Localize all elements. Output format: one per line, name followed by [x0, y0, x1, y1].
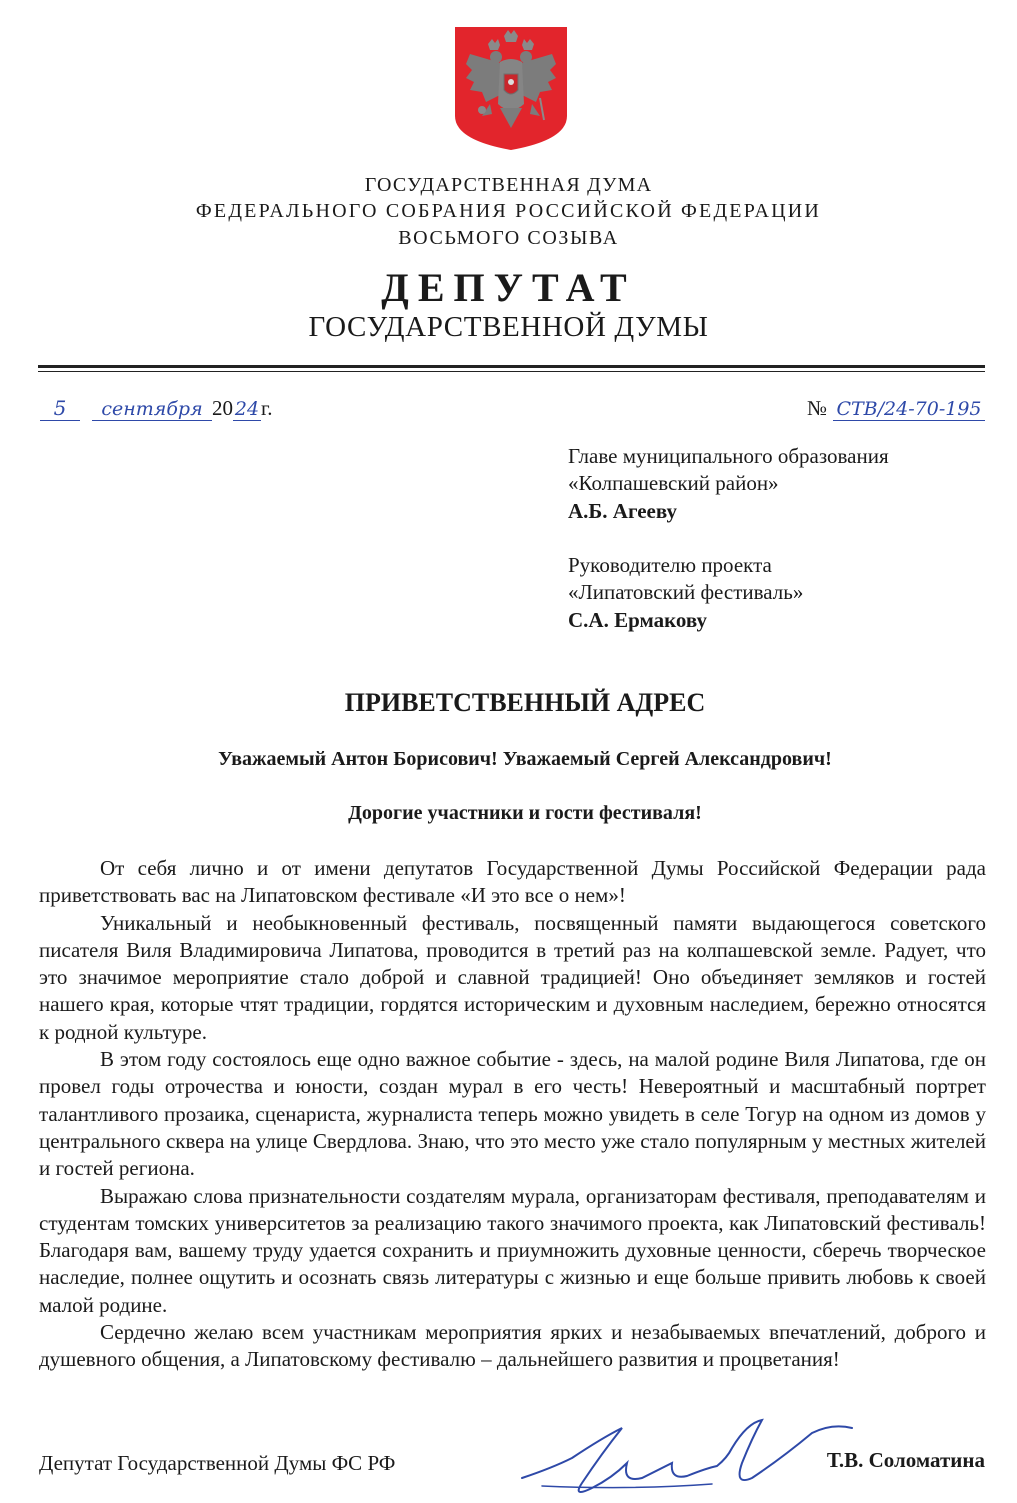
handwritten-signature-icon: [512, 1408, 862, 1503]
header-line-convocation: ВОСЬМОГО СОЗЫВА: [398, 227, 619, 249]
signatory-name: Т.В. Соломатина: [826, 1448, 985, 1472]
addressee-1-organization: «Колпашевский район»: [568, 471, 779, 495]
addressee-2-name: С.А. Ермакову: [568, 608, 708, 632]
header-line-duma: ГОСУДАРСТВЕННАЯ ДУМА: [364, 174, 653, 196]
date-year-mark: г.: [261, 396, 273, 420]
document-date: [40, 396, 273, 421]
header-line-federal-assembly: ФЕДЕРАЛЬНОГО СОБРАНИЯ РОССИЙСКОЙ ФЕДЕРАЦИИ: [195, 200, 822, 222]
date-month: сентября: [92, 398, 212, 421]
header-deputy-title: ДЕПУТАТ: [381, 265, 636, 310]
addressee-1-position: Главе муниципального образования: [568, 444, 889, 468]
date-year-suffix: 24: [234, 398, 260, 420]
signatory-role: Депутат Государственной Думы ФС РФ: [39, 1451, 396, 1475]
header-state-duma: ГОСУДАРСТВЕННОЙ ДУМЫ: [308, 311, 709, 343]
addressee-2-organization: «Липатовский фестиваль»: [568, 580, 804, 604]
body-paragraph: Сердечно желаю всем участникам мероприятия ярких и незабываемых впечатлений, доброго и душевного общения, а Липатовскому фестивалю – дальнейшего развития и процветания!: [39, 1320, 986, 1372]
addressee-2-position: Руководителю проекта: [568, 553, 772, 577]
salutation-participants: Дорогие участники и гости фестиваля!: [348, 802, 702, 824]
date-day: 5: [40, 396, 80, 421]
number-label: №: [806, 396, 827, 420]
header-divider-thin: [38, 371, 985, 372]
header-divider-thick: [38, 365, 985, 368]
body-paragraph: В этом году состоялось еще одно важное событие - здесь, на малой родине Виля Липатова, где он провел годы отрочества и юности, создан мурал в его честь! Невероятный и масштабный портрет талантливого прозаика, сценариста, журналиста теперь можно увидеть в селе Тогур на одном из домов у центрального сквера на улице Свердлова. Знаю, что это место уже стало популярным у местных жителей и гостей региона.: [39, 1047, 986, 1181]
date-year-prefix: 20: [212, 396, 233, 420]
body-paragraph: Выражаю слова признательности создателям мурала, организаторам фестиваля, преподавателям и студентам томских университетов за реализацию такого значимого проекта, как Липатовский фестиваль! Благодаря вам, вашему труду удается сохранить и приумножить духовные ценности, сберечь творческое наследие, полнее ощутить и осознать связь литературы с жизнью и еще больше привить любовь к своей малой родине.: [39, 1183, 986, 1317]
addressee-1-name: А.Б. Агееву: [568, 499, 677, 523]
salutation-recipients: Уважаемый Антон Борисович! Уважаемый Сергей Александрович!: [218, 748, 832, 770]
number-value: СТВ/24-70-195: [833, 398, 985, 421]
coat-of-arms-icon: [452, 24, 570, 152]
body-paragraph: От себя лично и от имени депутатов Государственной Думы Российской Федерации рада приветствовать вас на Липатовском фестивале «И это все о нем»!: [39, 856, 986, 908]
document-number: [807, 396, 985, 421]
body-paragraph: Уникальный и необыкновенный фестиваль, посвященный памяти выдающегося советского писателя Виля Владимировича Липатова, проводится в третий раз на колпашевской земле. Радует, что это значимое мероприятие стало доброй и славной традицией! Оно объединяет земляков и гостей нашего края, которые чтят традиции, гордятся историческим и духовным наследием, бережно относятся к родной культуре.: [39, 910, 986, 1044]
document-title: ПРИВЕТСТВЕННЫЙ АДРЕС: [344, 688, 706, 717]
letter-body: [39, 855, 986, 1374]
